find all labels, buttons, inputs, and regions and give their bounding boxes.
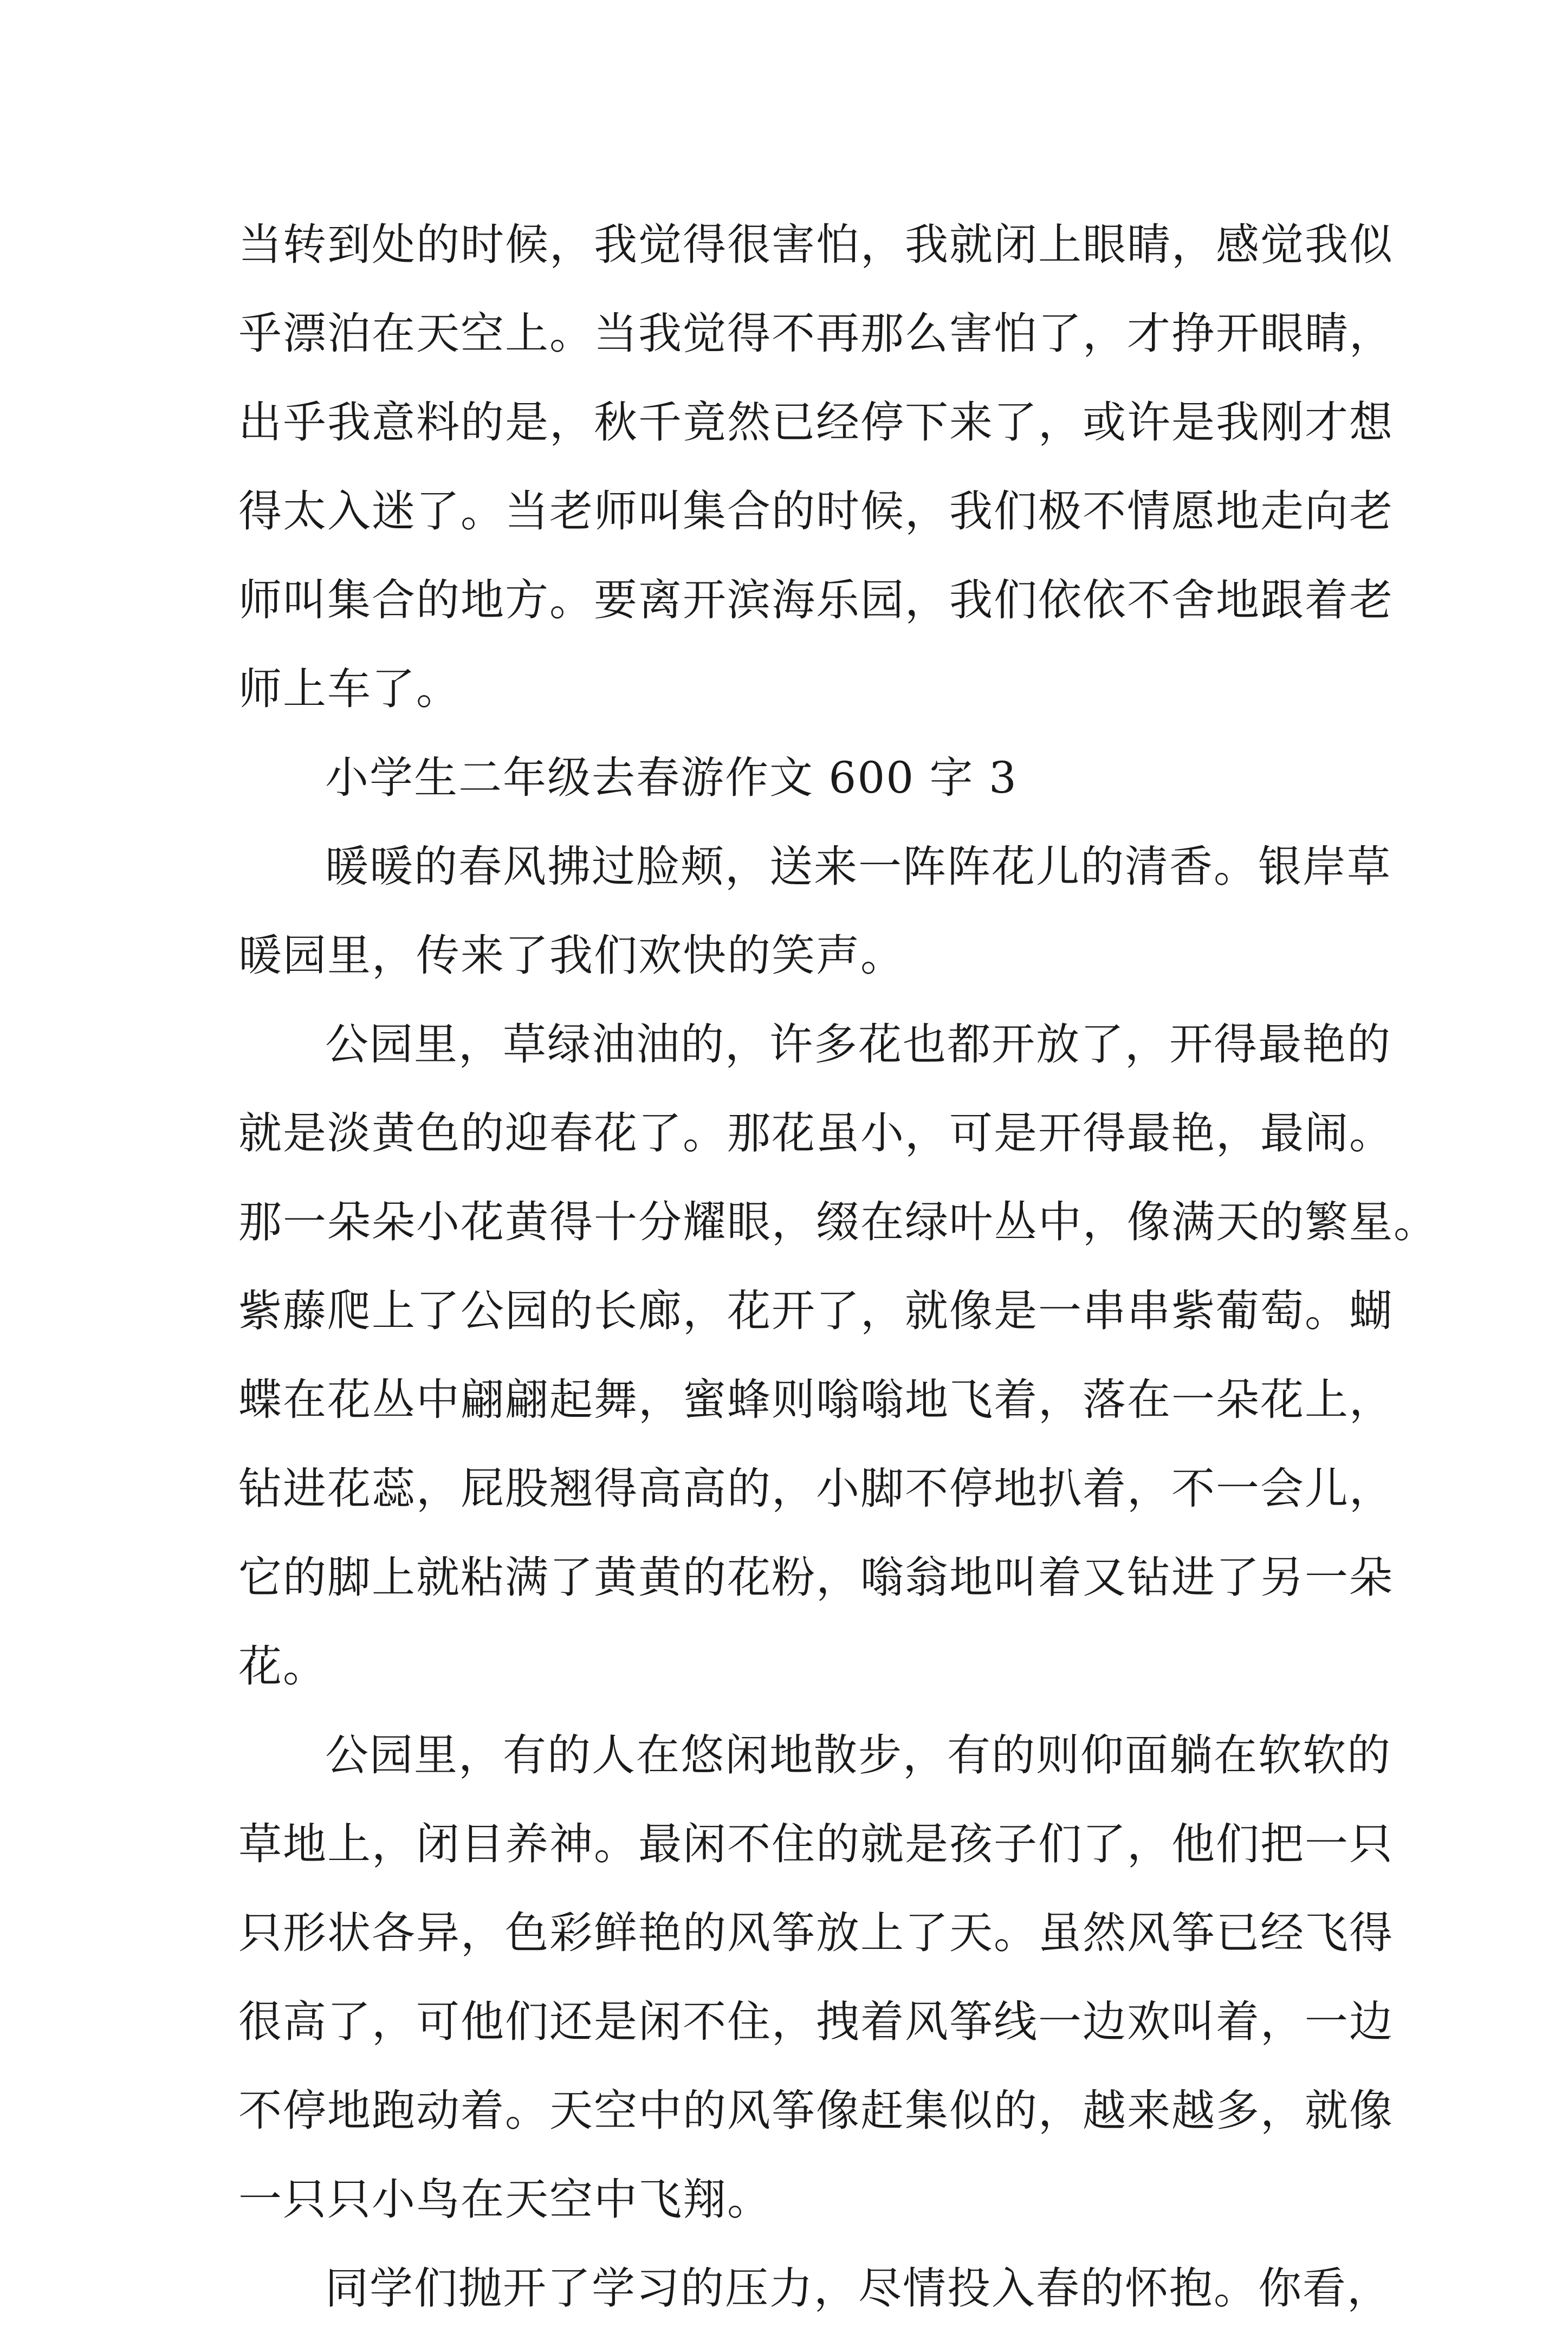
text-line: 出乎我意料的是，秋千竟然已经停下来了，或许是我刚才想 bbox=[238, 397, 1394, 448]
text-line: 那一朵朵小花黄得十分耀眼，缀在绿叶丛中，像满天的繁星。 bbox=[238, 1197, 1438, 1247]
text-line: 花。 bbox=[238, 1641, 327, 1692]
text-line: 师叫集合的地方。要离开滨海乐园，我们依依不舍地跟着老 bbox=[238, 575, 1394, 625]
text-line: 同学们抛开了学习的压力，尽情投入春的怀抱。你看， bbox=[325, 2263, 1391, 2313]
text-line: 就是淡黄色的迎春花了。那花虽小，可是开得最艳，最闹。 bbox=[238, 1108, 1394, 1158]
text-line: 钻进花蕊，屁股翘得高高的，小脚不停地扒着，不一会儿， bbox=[238, 1463, 1394, 1514]
text-line: 当转到处的时候，我觉得很害怕，我就闭上眼睛，感觉我似 bbox=[238, 219, 1394, 270]
text-line: 师上车了。 bbox=[238, 664, 461, 714]
text-line: 暖暖的春风拂过脸颊，送来一阵阵花儿的清香。银岸草 bbox=[325, 841, 1391, 892]
section-heading: 小学生二年级去春游作文 600 字 3 bbox=[325, 753, 1018, 803]
text-line: 只形状各异，色彩鲜艳的风筝放上了天。虽然风筝已经飞得 bbox=[238, 1908, 1394, 1958]
text-line: 一只只小鸟在天空中飞翔。 bbox=[238, 2174, 772, 2225]
document-page bbox=[238, 200, 1438, 2333]
text-line: 它的脚上就粘满了黄黄的花粉，嗡翁地叫着又钻进了另一朵 bbox=[238, 1552, 1394, 1603]
text-line: 很高了，可他们还是闲不住，拽着风筝线一边欢叫着，一边 bbox=[238, 1997, 1394, 2047]
text-line: 乎漂泊在天空上。当我觉得不再那么害怕了，才挣开眼睛， bbox=[238, 308, 1394, 359]
text-line: 紫藤爬上了公园的长廊，花开了，就像是一串串紫葡萄。蝴 bbox=[238, 1286, 1394, 1336]
text-line: 不停地跑动着。天空中的风筝像赶集似的，越来越多，就像 bbox=[238, 2085, 1394, 2136]
text-line: 草地上，闭目养神。最闲不住的就是孩子们了，他们把一只 bbox=[238, 1819, 1394, 1869]
text-line: 得太入迷了。当老师叫集合的时候，我们极不情愿地走向老 bbox=[238, 486, 1394, 536]
text-line: 公园里，草绿油油的，许多花也都开放了，开得最艳的 bbox=[325, 1019, 1391, 1070]
text-line: 蝶在花丛中翩翩起舞，蜜蜂则嗡嗡地飞着，落在一朵花上， bbox=[238, 1375, 1394, 1425]
text-line: 公园里，有的人在悠闲地散步，有的则仰面躺在软软的 bbox=[325, 1730, 1391, 1780]
text-line: 暖园里，传来了我们欢快的笑声。 bbox=[238, 930, 905, 981]
